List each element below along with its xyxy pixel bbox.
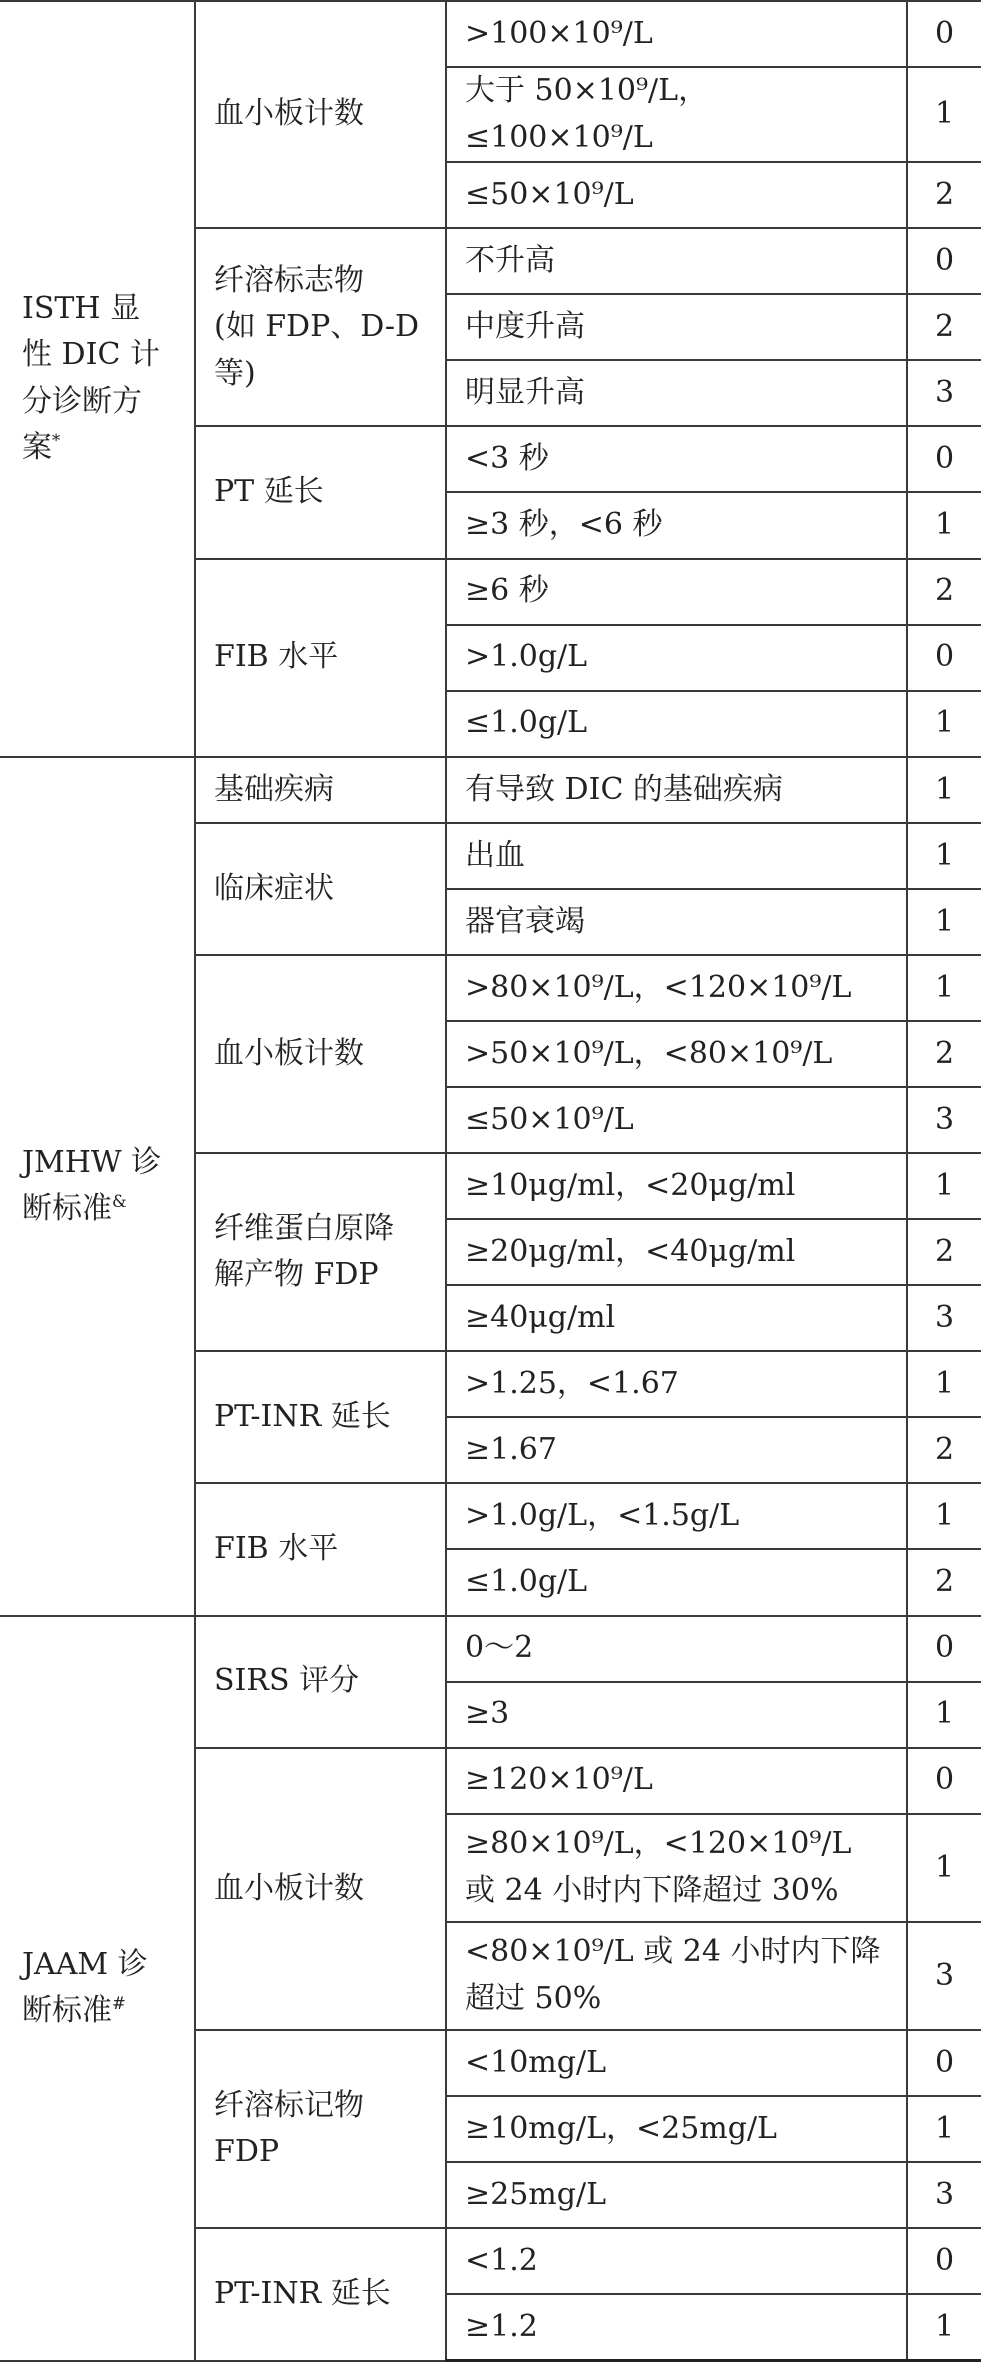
criterion-cell: >1.0g/L，<1.5g/L bbox=[446, 1483, 907, 1549]
footnote-mark: & bbox=[112, 1192, 127, 1212]
score-cell: 3 bbox=[907, 1087, 981, 1153]
score-cell: 1 bbox=[907, 67, 981, 162]
criterion-cell: 不升高 bbox=[446, 228, 907, 294]
score-cell: 1 bbox=[907, 757, 981, 823]
indicator-label: 血小板计数 bbox=[195, 955, 446, 1153]
indicator-label bbox=[195, 2030, 446, 2228]
criterion-cell: 中度升高 bbox=[446, 294, 907, 360]
criterion-cell: 有导致 DIC 的基础疾病 bbox=[446, 757, 907, 823]
criterion-cell: ≤1.0g/L bbox=[446, 1549, 907, 1615]
criterion-cell: ≥3 bbox=[446, 1682, 907, 1748]
criterion-cell: <10mg/L bbox=[446, 2030, 907, 2096]
score-cell: 0 bbox=[907, 625, 981, 691]
indicator-label-line: 等) bbox=[214, 355, 256, 391]
criterion-cell: ≥6 秒 bbox=[446, 559, 907, 625]
indicator-label-line: FDP bbox=[214, 2134, 280, 2170]
section-label-line: 断标准 bbox=[22, 1993, 112, 2029]
criterion-cell: 明显升高 bbox=[446, 360, 907, 426]
indicator-label: SIRS 评分 bbox=[195, 1616, 446, 1748]
criterion-cell: ≥120×10⁹/L bbox=[446, 1748, 907, 1814]
footnote-mark: # bbox=[112, 1994, 126, 2014]
score-cell: 1 bbox=[907, 1483, 981, 1549]
score-cell: 1 bbox=[907, 1351, 981, 1417]
indicator-label bbox=[195, 1153, 446, 1351]
score-cell: 0 bbox=[907, 228, 981, 294]
section-label-line: 案 bbox=[22, 430, 52, 466]
score-cell: 1 bbox=[907, 1682, 981, 1748]
criterion-cell: ≥20μg/ml，<40μg/ml bbox=[446, 1219, 907, 1285]
section-label bbox=[0, 1, 195, 757]
criterion-cell: >50×10⁹/L，<80×10⁹/L bbox=[446, 1021, 907, 1087]
indicator-label: PT 延长 bbox=[195, 426, 446, 558]
score-cell: 0 bbox=[907, 1616, 981, 1682]
score-cell: 2 bbox=[907, 559, 981, 625]
score-cell: 1 bbox=[907, 492, 981, 558]
criterion-cell: >80×10⁹/L，<120×10⁹/L bbox=[446, 955, 907, 1021]
indicator-label-line: 纤溶标志物 bbox=[214, 262, 364, 298]
criterion-cell: ≤50×10⁹/L bbox=[446, 162, 907, 228]
score-cell: 1 bbox=[907, 955, 981, 1021]
criterion-cell: <3 秒 bbox=[446, 426, 907, 492]
indicator-label-line: 解产物 FDP bbox=[214, 1257, 379, 1293]
criterion-cell: ≤1.0g/L bbox=[446, 691, 907, 757]
criterion-cell: ≥40μg/ml bbox=[446, 1285, 907, 1351]
indicator-label: 血小板计数 bbox=[195, 1, 446, 228]
score-cell: 0 bbox=[907, 1, 981, 67]
criterion-cell: ≥10mg/L，<25mg/L bbox=[446, 2096, 907, 2162]
criterion-cell: >100×10⁹/L bbox=[446, 1, 907, 67]
indicator-label: FIB 水平 bbox=[195, 559, 446, 757]
table-row bbox=[0, 757, 981, 823]
indicator-label-line: 纤维蛋白原降 bbox=[214, 1210, 394, 1246]
table-row bbox=[0, 1, 981, 67]
criterion-cell: ≥80×10⁹/L，<120×10⁹/L 或 24 小时内下降超过 30% bbox=[446, 1814, 907, 1922]
criterion-cell: >1.25，<1.67 bbox=[446, 1351, 907, 1417]
score-cell: 0 bbox=[907, 2030, 981, 2096]
section-label bbox=[0, 1616, 195, 2361]
criterion-cell: ≥1.67 bbox=[446, 1417, 907, 1483]
score-cell: 3 bbox=[907, 1922, 981, 2030]
criterion-cell: 器官衰竭 bbox=[446, 889, 907, 955]
section-label-line: 分诊断方 bbox=[22, 383, 142, 419]
criterion-cell: 大于 50×10⁹/L，≤100×10⁹/L bbox=[446, 67, 907, 162]
section-label-line: 断标准 bbox=[22, 1191, 112, 1227]
section-label-line: JAAM 诊 bbox=[22, 1946, 148, 1982]
indicator-label-line: 纤溶标记物 bbox=[214, 2087, 364, 2123]
score-cell: 2 bbox=[907, 162, 981, 228]
criterion-cell: 0～2 bbox=[446, 1616, 907, 1682]
indicator-label: 血小板计数 bbox=[195, 1748, 446, 2030]
indicator-label: FIB 水平 bbox=[195, 1483, 446, 1615]
criterion-cell: ≥25mg/L bbox=[446, 2162, 907, 2228]
criterion-cell: ≤50×10⁹/L bbox=[446, 1087, 907, 1153]
score-cell: 0 bbox=[907, 2228, 981, 2294]
indicator-label: 基础疾病 bbox=[195, 757, 446, 823]
section-label-line: ISTH 显 bbox=[22, 290, 141, 326]
criterion-cell: ≥10μg/ml，<20μg/ml bbox=[446, 1153, 907, 1219]
indicator-label: PT-INR 延长 bbox=[195, 2228, 446, 2360]
score-cell: 1 bbox=[907, 889, 981, 955]
footnote-mark: * bbox=[52, 431, 61, 451]
section-label bbox=[0, 757, 195, 1616]
criterion-cell: <1.2 bbox=[446, 2228, 907, 2294]
score-cell: 1 bbox=[907, 2096, 981, 2162]
criterion-cell: >1.0g/L bbox=[446, 625, 907, 691]
score-cell: 1 bbox=[907, 691, 981, 757]
indicator-label-line: (如 FDP、D-D bbox=[214, 309, 420, 345]
criterion-cell: 出血 bbox=[446, 823, 907, 889]
score-cell: 1 bbox=[907, 823, 981, 889]
criterion-cell: ≥3 秒，<6 秒 bbox=[446, 492, 907, 558]
section-label-line: 性 DIC 计 bbox=[22, 337, 160, 373]
table-row bbox=[0, 1616, 981, 1682]
score-cell: 0 bbox=[907, 426, 981, 492]
score-cell: 3 bbox=[907, 360, 981, 426]
score-cell: 2 bbox=[907, 1219, 981, 1285]
score-cell: 0 bbox=[907, 1748, 981, 1814]
indicator-label bbox=[195, 228, 446, 426]
score-cell: 2 bbox=[907, 1417, 981, 1483]
score-cell: 2 bbox=[907, 1021, 981, 1087]
score-cell: 2 bbox=[907, 294, 981, 360]
section-label-line: JMHW 诊 bbox=[22, 1144, 162, 1180]
indicator-label: 临床症状 bbox=[195, 823, 446, 955]
score-cell: 3 bbox=[907, 2162, 981, 2228]
indicator-label: PT-INR 延长 bbox=[195, 1351, 446, 1483]
score-cell: 1 bbox=[907, 1153, 981, 1219]
criterion-cell: <80×10⁹/L 或 24 小时内下降超过 50% bbox=[446, 1922, 907, 2030]
criterion-cell: ≥1.2 bbox=[446, 2294, 907, 2360]
score-cell: 2 bbox=[907, 1549, 981, 1615]
score-cell: 3 bbox=[907, 1285, 981, 1351]
score-cell: 1 bbox=[907, 2294, 981, 2360]
score-cell: 1 bbox=[907, 1814, 981, 1922]
